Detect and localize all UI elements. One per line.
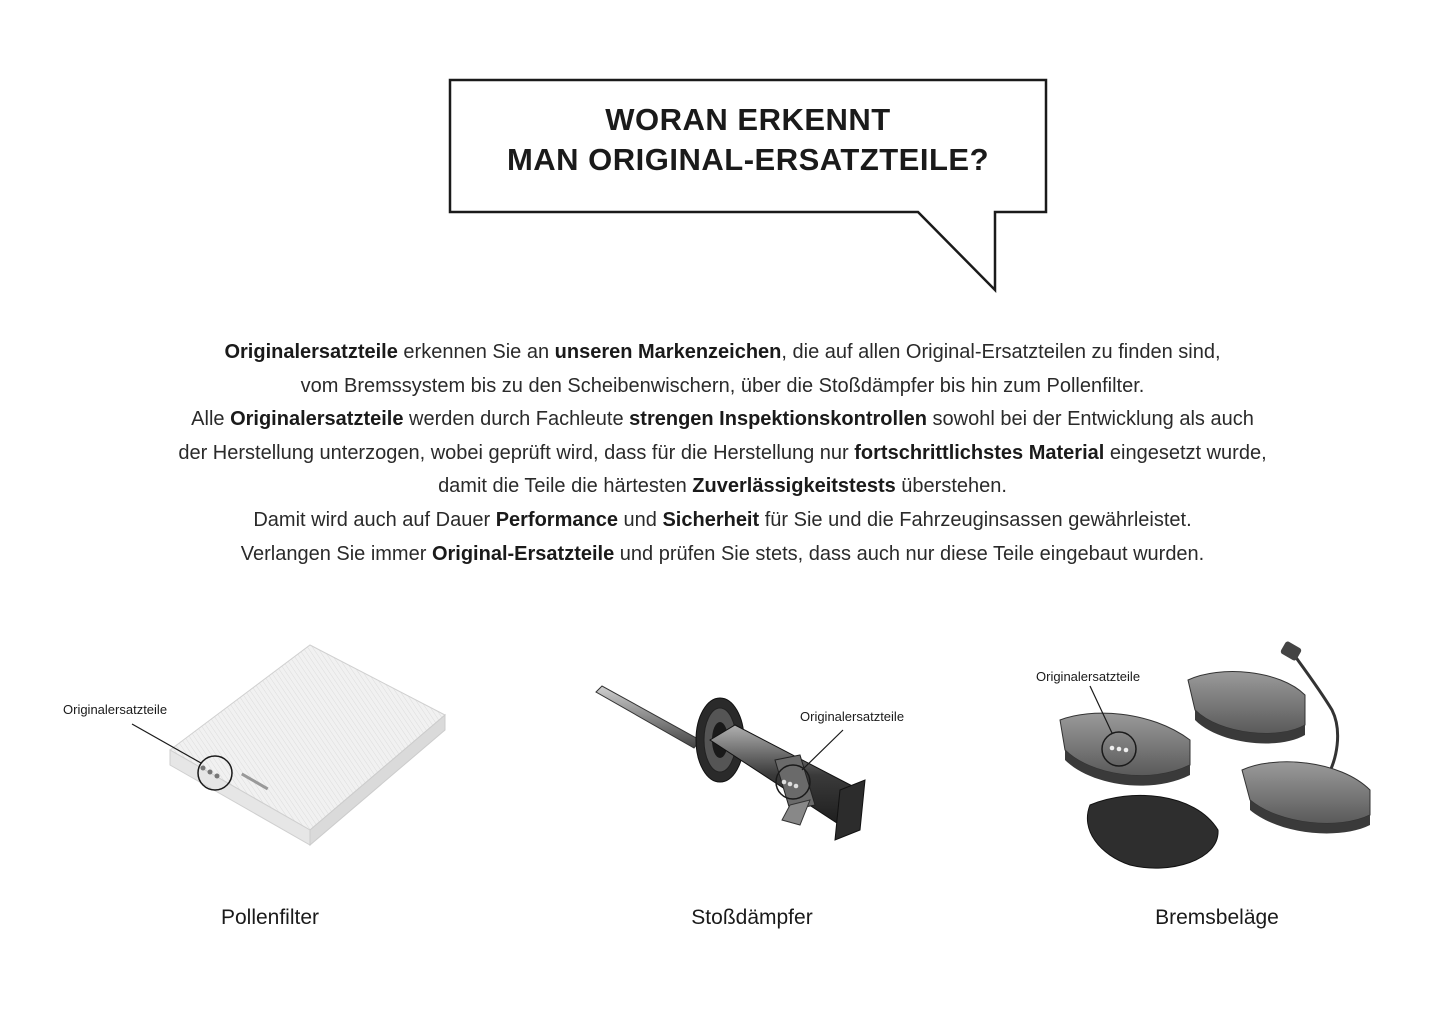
bold-phrase: Zuverlässigkeitstests [692, 475, 896, 498]
text-run: sowohl bei der Entwicklung als auch [926, 408, 1254, 431]
text-run: Verlangen Sie immer [240, 542, 432, 565]
body-line-1 [40, 336, 1405, 370]
pollen-filter-image [40, 630, 480, 870]
original-tag-label: Originalersatzteile [63, 702, 168, 717]
bold-phrase: Originalersatzteile [230, 408, 404, 431]
bold-phrase: unseren Markenzeichen [554, 341, 782, 363]
body-paragraph [40, 336, 1405, 571]
title-line-1: WORAN ERKENNT [605, 102, 891, 137]
bold-phrase: fortschrittlichstes Material [854, 441, 1105, 464]
bold-phrase: Performance [495, 508, 618, 531]
body-line-3 [40, 403, 1405, 437]
page-title [450, 100, 1046, 180]
text-run: Damit wird auch auf Dauer [253, 508, 496, 531]
text-run: Alle [191, 408, 231, 431]
product-caption: Bremsbeläge [1155, 906, 1279, 929]
text-run: überstehen. [895, 475, 1007, 498]
bold-phrase: Originalersatzteile [224, 341, 398, 363]
text-run: und [617, 508, 663, 531]
bold-phrase: Original-Ersatzteile [431, 542, 615, 565]
text-run: der Herstellung unterzogen, wobei geprüft wird, dass für die Herstellung nur [178, 441, 855, 464]
original-tag-label: Originalersatzteile [800, 709, 905, 724]
shock-absorber-image [560, 630, 960, 870]
text-run: eingesetzt wurde, [1104, 441, 1267, 464]
body-line-2: vom Bremssystem bis zu den Scheibenwischern, über die Stoßdämpfer bis hin zum Pollenfilter. [300, 374, 1145, 397]
product-caption: Pollenfilter [220, 906, 320, 929]
brake-pads-image [1020, 630, 1420, 880]
product-caption: Stoßdämpfer [691, 906, 813, 929]
text-run: und prüfen Sie stets, dass auch nur diese Teile eingebaut wurden. [614, 542, 1205, 565]
text-run: damit die Teile die härtesten [438, 475, 693, 498]
body-line-4 [40, 437, 1405, 471]
title-line-2: MAN ORIGINAL-ERSATZTEILE? [506, 142, 990, 177]
body-line-6 [40, 504, 1405, 538]
product-shock-absorber [560, 630, 960, 950]
text-run: , die auf allen Original-Ersatzteilen zu finden sind, [781, 341, 1221, 363]
text-run: für Sie und die Fahrzeuginsassen gewährleistet. [759, 508, 1192, 531]
body-line-7 [40, 538, 1405, 572]
text-run: werden durch Fachleute [403, 408, 630, 431]
original-tag-label: Originalersatzteile [1036, 669, 1141, 684]
bold-phrase: Sicherheit [662, 508, 760, 531]
text-run: erkennen Sie an [397, 341, 555, 363]
product-brake-pads [1020, 630, 1420, 950]
body-line-5 [40, 470, 1405, 504]
bold-phrase: strengen Inspektionskontrollen [629, 408, 927, 431]
product-pollen-filter [40, 630, 480, 950]
